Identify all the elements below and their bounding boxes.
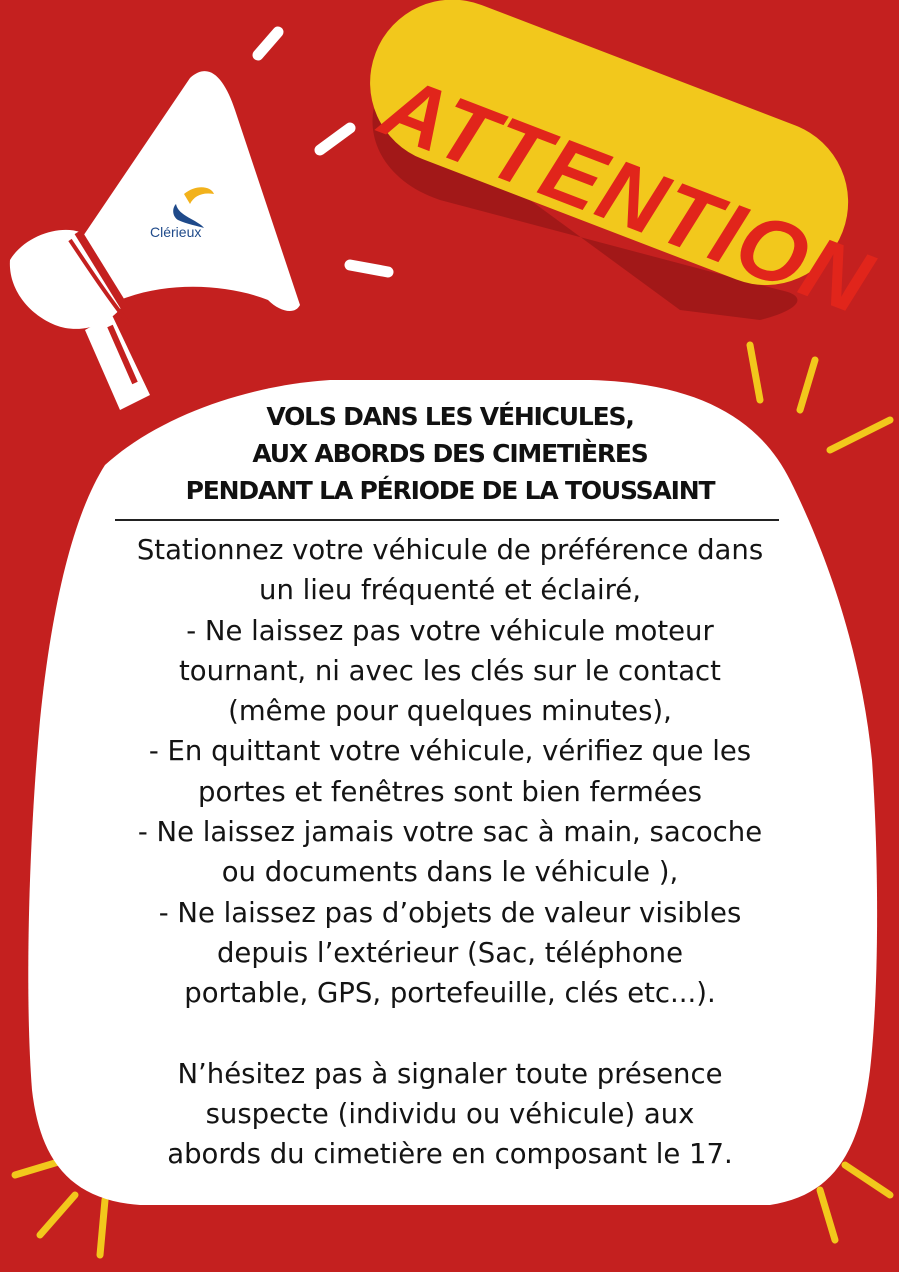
body-line: - En quittant votre véhicule, vérifiez que les (148, 735, 752, 768)
title-line: VOLS DANS LES VÉHICULES, (266, 402, 634, 431)
attention-badge-text: ATTENTION (369, 55, 886, 333)
title-line: AUX ABORDS DES CIMETIÈRES (252, 439, 648, 468)
body-line: abords du cimetière en composant le 17. (167, 1138, 733, 1171)
body-line: Stationnez votre véhicule de préférence dans (136, 534, 764, 566)
sound-lines (258, 32, 388, 272)
body-line: suspecte (individu ou véhicule) aux (205, 1098, 695, 1131)
body-line: N’hésitez pas à signaler toute présence (177, 1057, 723, 1090)
body-line: ou documents dans le véhicule ), (221, 856, 679, 889)
notice-title (80, 398, 820, 509)
megaphone-icon (10, 71, 300, 410)
body-line: tournant, ni avec les clés sur le contact (179, 654, 721, 687)
body-line: (même pour quelques minutes), (228, 695, 672, 728)
body-line (40, 1014, 860, 1054)
body-line: depuis l’extérieur (Sac, téléphone (216, 936, 684, 969)
body-line: portes et fenêtres sont bien fermées (198, 775, 702, 808)
title-line: PENDANT LA PÉRIODE DE LA TOUSSAINT (185, 476, 715, 505)
body-line: - Ne laissez jamais votre sac à main, sacoche (137, 816, 763, 849)
logo-text: Clérieux (150, 224, 202, 240)
body-line: un lieu fréquenté et éclairé, (259, 574, 641, 607)
clerieux-logo-icon (156, 182, 236, 262)
body-line: - Ne laissez pas d’objets de valeur visibles (158, 896, 742, 929)
notice-body (40, 530, 860, 1175)
title-divider (115, 519, 779, 521)
body-line: - Ne laissez pas votre véhicule moteur (186, 614, 714, 647)
body-line: portable, GPS, portefeuille, clés etc...). (184, 977, 716, 1010)
